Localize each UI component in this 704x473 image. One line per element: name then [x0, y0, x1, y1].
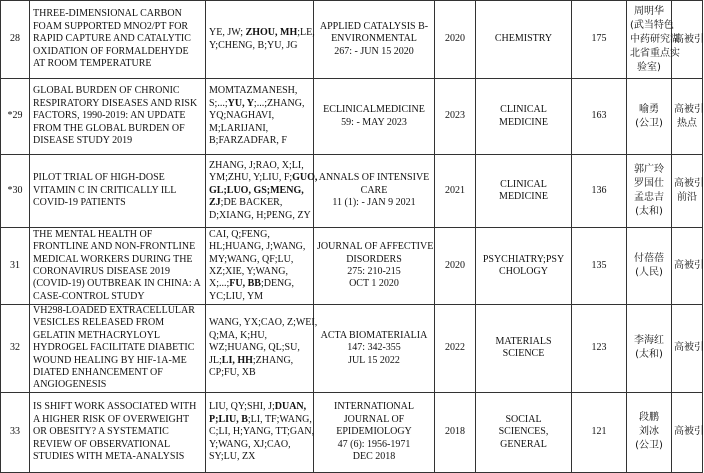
- author-text: LIU, QY;SHI, J;: [209, 401, 275, 413]
- author-line: [209, 172, 318, 184]
- row-number: *29: [1, 79, 30, 155]
- contact-line: 验室): [637, 61, 661, 73]
- author-text: Q;MA, K;HU,: [209, 329, 268, 341]
- author-text: WZ;HUANG, QL;SU,: [209, 342, 300, 354]
- authors-cell: [206, 228, 314, 305]
- journal-line: 47 (6): 1956-1971: [337, 438, 411, 450]
- author-text: CP;FU, XB: [209, 367, 256, 379]
- citation-count: 136: [572, 155, 627, 228]
- contact-cell: [627, 392, 672, 472]
- author-line: [209, 110, 310, 122]
- author-text: ;ZHANG,: [252, 354, 294, 366]
- author-line: [209, 439, 310, 451]
- subject-category: [476, 228, 572, 305]
- contact-line: 罗国仕: [634, 178, 664, 189]
- citation-count: 175: [572, 1, 627, 79]
- author-text: YE, JW;: [209, 27, 246, 39]
- contact-cell: [627, 305, 672, 393]
- journal-line: JOURNAL OF: [343, 413, 405, 425]
- table-row: [1, 79, 703, 155]
- paper-title: THE MENTAL HEALTH OF FRONTLINE AND NON-FRONTLINE MEDICAL WORKERS DURING THE CORONAVIRUS DISEASE 2019 (COVID-19) OUTBREAK IN CHINA: A CASE-CONTROL STUDY: [30, 228, 206, 305]
- author-line: [209, 278, 310, 290]
- author-text: ;...;ZHANG,: [253, 97, 305, 109]
- journal-cell: [314, 155, 435, 228]
- citation-count: 163: [572, 79, 627, 155]
- paper-title: IS SHIFT WORK ASSOCIATED WITH A HIGHER RISK OF OVERWEIGHT OR OBESITY? A SYSTEMATIC REVIEW OF OBSERVATIONAL STUDIES WITH META-ANALYSIS: [30, 392, 206, 472]
- author-text: YM;ZHU, Y;LIU, F;: [209, 172, 293, 184]
- journal-line: ENVIRONMENTAL: [331, 33, 417, 45]
- category-line: PSYCHIATRY;PSY: [482, 253, 565, 265]
- contact-line: (太和): [635, 349, 663, 361]
- author-line: [209, 40, 310, 52]
- author-line: [209, 330, 310, 342]
- author-line: [209, 210, 310, 222]
- authors-cell: [206, 155, 318, 228]
- journal-line: INTERNATIONAL: [334, 401, 414, 413]
- author-line: [209, 291, 310, 303]
- flag-cell: [672, 392, 703, 472]
- contact-line: (武当特色: [630, 19, 674, 31]
- category-line: CHEMISTRY: [494, 33, 553, 45]
- publication-year: 2018: [435, 392, 476, 472]
- publication-year: 2020: [435, 1, 476, 79]
- journal-line: ECLINICALMEDICINE: [323, 104, 425, 116]
- row-number: 28: [1, 1, 30, 79]
- journal-line: JOURNAL OF AFFECTIVE: [317, 241, 434, 253]
- author-text: SY;LU, ZX: [209, 450, 256, 462]
- contact-line: 北省重点实: [630, 47, 680, 59]
- journal-cell: [314, 228, 435, 305]
- journal-line: ANNALS OF INTENSIVE: [318, 172, 430, 184]
- table-row: [1, 228, 703, 305]
- category-line: MATERIALS: [495, 336, 552, 348]
- journal-line: OCT 1 2020: [349, 278, 399, 290]
- contact-cell: [627, 1, 680, 79]
- author-highlighted: YU, Y: [227, 97, 254, 109]
- author-line: [209, 355, 310, 367]
- author-highlighted: LI, HH: [221, 354, 253, 366]
- author-text: ;LI, TF;WANG,: [247, 413, 312, 425]
- author-highlighted: P;LIU, B: [209, 413, 248, 425]
- contact-line: 刘冰: [639, 426, 659, 438]
- flag-line: 热点: [677, 117, 697, 129]
- category-line: SCIENCES,: [498, 426, 549, 438]
- flag-cell: [672, 79, 703, 155]
- subject-category: [476, 305, 572, 393]
- author-line: [209, 266, 310, 278]
- flag-line: 高被引: [674, 178, 704, 189]
- citation-count: 123: [572, 305, 627, 393]
- flag-line: 高被引: [674, 33, 704, 45]
- citation-count: 135: [572, 228, 627, 305]
- paper-title: PILOT TRIAL OF HIGH-DOSE VITAMIN C IN CRITICALLY ILL COVID-19 PATIENTS: [30, 155, 206, 228]
- author-text: CAI, Q;FENG,: [209, 228, 270, 240]
- author-text: XZ;XIE, Y;WANG,: [209, 266, 288, 277]
- category-line: SOCIAL: [505, 413, 542, 425]
- contact-line: 段鹏: [639, 412, 659, 424]
- subject-category: [476, 79, 572, 155]
- author-line: [209, 27, 315, 39]
- contact-line: 中药研究湖: [630, 33, 680, 45]
- contact-cell: [627, 155, 672, 228]
- subject-category: [476, 155, 572, 228]
- journal-line: APPLIED CATALYSIS B-: [319, 20, 429, 32]
- author-highlighted: GUO,: [292, 172, 318, 184]
- row-number: *30: [1, 155, 30, 228]
- row-number: 33: [1, 392, 30, 472]
- author-line: [209, 197, 310, 209]
- journal-cell: [314, 305, 435, 393]
- flag-line: 高被引: [674, 103, 704, 115]
- author-line: [209, 135, 310, 147]
- author-line: [209, 451, 310, 463]
- paper-title: VH298-LOADED EXTRACELLULAR VESICLES RELEASED FROM GELATIN METHACRYLOYL HYDROGEL FACILITATE DIABETIC WOUND HEALING BY HIF-1A-ME DIATED ENHANCEMENT OF ANGIOGENESIS: [30, 305, 206, 393]
- journal-cell: [314, 392, 435, 472]
- author-text: Y;WANG, XJ;CAO,: [209, 438, 291, 450]
- authors-cell: [206, 392, 314, 472]
- author-highlighted: GL;LUO, GS;MENG,: [209, 184, 304, 196]
- author-line: [209, 123, 310, 135]
- author-text: D;XIANG, H;PENG, ZY: [209, 209, 311, 221]
- author-text: S;...;: [209, 97, 228, 109]
- journal-cell: [314, 79, 435, 155]
- author-line: [209, 85, 310, 97]
- flag-line: 高被引: [674, 426, 704, 438]
- category-line: SCIENCE: [502, 348, 545, 360]
- journal-line: DISORDERS: [346, 253, 402, 265]
- category-line: MEDICINE: [499, 191, 548, 202]
- journal-cell: [314, 1, 435, 79]
- contact-line: 周明华: [634, 5, 664, 17]
- author-highlighted: DUAN,: [274, 401, 307, 413]
- journal-line: 147: 342-355: [347, 342, 401, 354]
- contact-line: (太和): [635, 206, 663, 217]
- author-text: HL;HUANG, J;WANG,: [209, 241, 306, 253]
- publication-year: 2023: [435, 79, 476, 155]
- flag-line: 高被引: [674, 342, 704, 354]
- author-line: [209, 401, 310, 413]
- flag-line: 前沿: [677, 192, 697, 203]
- category-line: GENERAL: [500, 438, 547, 450]
- author-text: B;FARZADFAR, F: [209, 135, 287, 147]
- authors-cell: [206, 79, 314, 155]
- citation-count: 121: [572, 392, 627, 472]
- author-text: ;DE BACKER,: [220, 197, 283, 209]
- journal-line: 11 (1): - JAN 9 2021: [332, 197, 416, 209]
- table-row: [1, 1, 703, 79]
- author-line: [209, 414, 310, 426]
- paper-title: GLOBAL BURDEN OF CHRONIC RESPIRATORY DISEASES AND RISK FACTORS, 1990-2019: AN UPDATE FROM THE GLOBAL BURDEN OF DISEASE STUDY 2019: [30, 79, 206, 155]
- publication-year: 2021: [435, 155, 476, 228]
- journal-line: 275: 210-215: [347, 266, 401, 277]
- contact-line: (公卫): [635, 117, 663, 129]
- author-text: YC;LIU, YM: [209, 290, 264, 302]
- author-line: [209, 241, 310, 253]
- author-text: ZHANG, J;RAO, X;LI,: [209, 159, 304, 171]
- contact-line: 付蓓蓓: [634, 253, 664, 264]
- author-line: [209, 160, 310, 172]
- category-line: CHOLOGY: [499, 266, 548, 277]
- author-text: M;LARIJANI,: [209, 122, 269, 134]
- flag-cell: [672, 1, 703, 79]
- contact-line: (公卫): [635, 440, 663, 452]
- subject-category: [476, 392, 572, 472]
- author-text: YQ;NAGHAVI,: [209, 110, 275, 122]
- table-row: [1, 305, 703, 393]
- category-line: MEDICINE: [499, 116, 548, 128]
- subject-category: [476, 1, 572, 79]
- row-number: 31: [1, 228, 30, 305]
- journal-line: CARE: [360, 184, 388, 196]
- author-line: [209, 367, 310, 379]
- author-text: MOMTAZMANESH,: [209, 85, 298, 97]
- flag-line: 高被引: [674, 260, 704, 271]
- category-line: CLINICAL: [500, 178, 547, 190]
- author-text: JL;: [209, 354, 222, 366]
- author-line: [209, 342, 310, 354]
- journal-line: 267: - JUN 15 2020: [334, 45, 414, 57]
- authors-cell: [206, 305, 318, 393]
- publication-year: 2020: [435, 228, 476, 305]
- author-text: ;DENG,: [260, 278, 295, 290]
- author-line: [209, 317, 318, 329]
- journal-line: DEC 2018: [352, 450, 396, 462]
- author-highlighted: FU, BB: [229, 278, 261, 290]
- author-highlighted: ZJ: [209, 197, 221, 209]
- author-line: [209, 229, 310, 241]
- table-row: [1, 392, 703, 472]
- author-line: [209, 426, 315, 438]
- author-line: [209, 98, 310, 110]
- category-line: CLINICAL: [500, 104, 547, 116]
- author-line: [209, 185, 310, 197]
- contact-line: (人民): [635, 267, 663, 278]
- journal-line: 59: - MAY 2023: [341, 116, 407, 128]
- journal-line: ACTA BIOMATERIALIA: [320, 329, 428, 341]
- author-text: ;LE,: [297, 27, 315, 39]
- contact-line: 喻勇: [639, 103, 659, 115]
- table-row: [1, 155, 703, 228]
- contact-cell: [627, 79, 672, 155]
- author-text: C;LI, H;YANG, TT;GAN,: [209, 426, 315, 438]
- publication-year: 2022: [435, 305, 476, 393]
- author-text: WANG, YX;CAO, Z;WEI,: [209, 317, 318, 329]
- journal-line: EPIDEMIOLOGY: [336, 426, 412, 438]
- author-highlighted: ZHOU, MH: [245, 27, 298, 39]
- author-text: Y;CHENG, B;YU, JG: [209, 39, 298, 51]
- row-number: 32: [1, 305, 30, 393]
- contact-line: 郭广玲: [634, 164, 664, 175]
- authors-cell: [206, 1, 314, 79]
- flag-cell: [672, 228, 703, 305]
- author-text: X;...;: [209, 278, 230, 290]
- contact-cell: [627, 228, 672, 305]
- journal-line: JUL 15 2022: [348, 354, 400, 366]
- paper-title: THREE-DIMENSIONAL CARBON FOAM SUPPORTED MNO2/PT FOR RAPID CAPTURE AND CATALYTIC OXIDATION OF FORMALDEHYDE AT ROOM TEMPERATURE: [30, 1, 206, 79]
- flag-cell: [672, 155, 703, 228]
- author-line: [209, 254, 310, 266]
- flag-cell: [672, 305, 703, 393]
- contact-line: 孟忠吉: [634, 192, 664, 203]
- author-text: MY;WANG, QF;LU,: [209, 253, 294, 265]
- contact-line: 李海红: [634, 335, 664, 347]
